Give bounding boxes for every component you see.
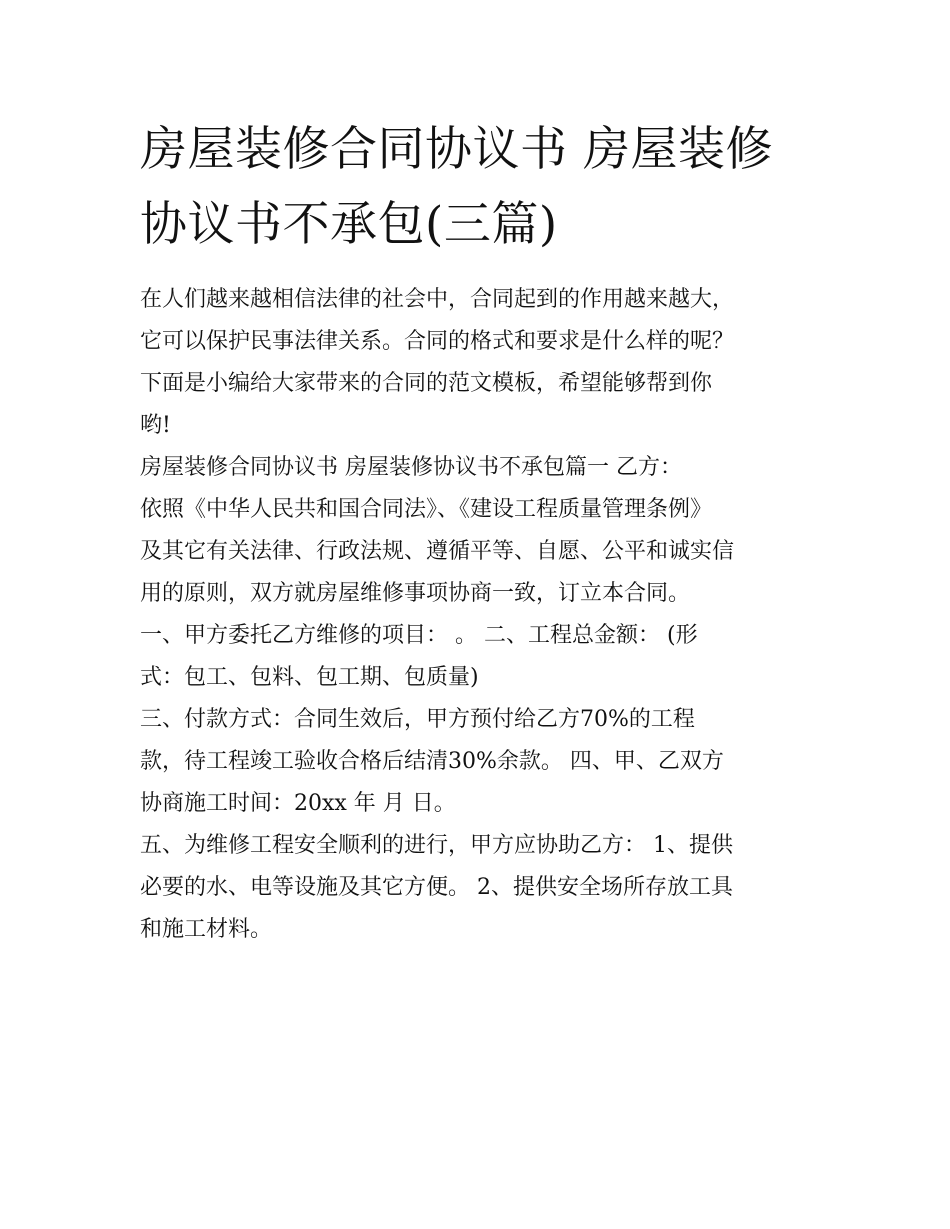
clause-1-2-paragraph bbox=[140, 615, 820, 699]
text-line: 和施工材料。 bbox=[140, 917, 273, 942]
text-line: 房屋装修合同协议书 房屋装修协议书不承包篇一 乙方： bbox=[140, 455, 682, 480]
text-line: 哟! bbox=[140, 413, 171, 438]
intro-paragraph bbox=[140, 279, 820, 447]
title-line-1: 房屋装修合同协议书 房屋装修 bbox=[140, 122, 773, 177]
text-line: 一、甲方委托乙方维修的项目： 。 二、工程总金额： (形 bbox=[140, 623, 698, 648]
text-line: 款，待工程竣工验收合格后结清30%余款。 四、甲、乙双方 bbox=[140, 749, 724, 774]
text-line: 下面是小编给大家带来的合同的范文模板，希望能够帮到你 bbox=[140, 371, 713, 396]
legal-basis-paragraph bbox=[140, 489, 820, 615]
text-line: 协商施工时间：20xx 年 月 日。 bbox=[140, 791, 456, 816]
text-line: 它可以保护民事法律关系。合同的格式和要求是什么样的呢？ bbox=[140, 329, 735, 354]
text-line: 五、为维修工程安全顺利的进行，甲方应协助乙方： 1、提供 bbox=[140, 833, 733, 858]
document-title bbox=[140, 112, 820, 262]
title-line-2: 协议书不承包(三篇) bbox=[140, 197, 558, 252]
text-line: 式：包工、包料、包工期、包质量) bbox=[140, 665, 479, 690]
text-line: 及其它有关法律、行政法规、遵循平等、自愿、公平和诚实信 bbox=[140, 539, 735, 564]
text-line: 依照《中华人民共和国合同法》、《建设工程质量管理条例》 bbox=[140, 497, 713, 522]
section-heading-paragraph bbox=[140, 447, 820, 489]
text-line: 三、付款方式：合同生效后，甲方预付给乙方70%的工程 bbox=[140, 707, 695, 732]
text-line: 必要的水、电等设施及其它方便。 2、提供安全场所存放工具 bbox=[140, 875, 733, 900]
clause-5-paragraph bbox=[140, 825, 820, 951]
document-body bbox=[140, 279, 820, 951]
clause-3-4-paragraph bbox=[140, 699, 820, 825]
text-line: 在人们越来越相信法律的社会中，合同起到的作用越来越大， bbox=[140, 287, 735, 312]
text-line: 用的原则，双方就房屋维修事项协商一致，订立本合同。 bbox=[140, 581, 691, 606]
